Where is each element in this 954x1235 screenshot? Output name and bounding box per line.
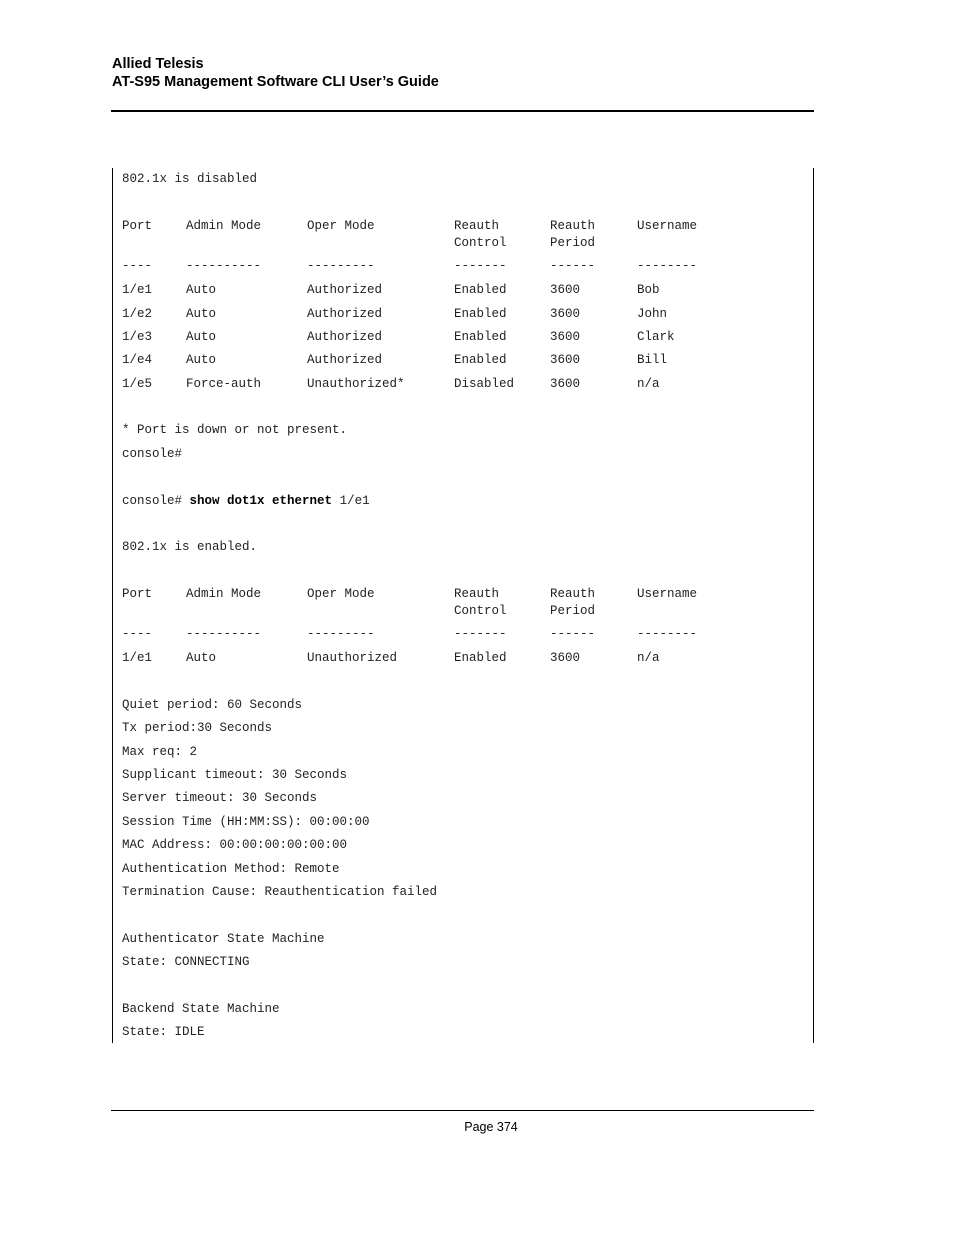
table2-header-period: Period (550, 604, 596, 618)
table1-header-period: Period (550, 236, 596, 250)
page-number: Page 374 (464, 1120, 518, 1134)
table-cell: John (637, 307, 668, 321)
table-cell: Enabled (454, 283, 507, 297)
backend-sm-title: Backend State Machine (122, 1002, 280, 1016)
detail-auth-method: Authentication Method: Remote (122, 862, 340, 876)
detail-mac-address: MAC Address: 00:00:00:00:00:00 (122, 838, 348, 852)
table2-header-reauth-period: Reauth (550, 587, 596, 601)
table-cell: 3600 (550, 307, 581, 321)
detail-server-timeout: Server timeout: 30 Seconds (122, 791, 318, 805)
table2-dashes: ---------- (186, 627, 262, 641)
table-cell: Authorized (307, 330, 383, 344)
backend-sm-state: State: IDLE (122, 1025, 205, 1039)
console-prompt: console# (122, 447, 183, 461)
table-cell: 3600 (550, 353, 581, 367)
command-prompt: console# (122, 494, 183, 508)
command-line (122, 493, 370, 510)
table2-header-username: Username (637, 587, 698, 601)
table-cell: Auto (186, 330, 217, 344)
table2-dashes: ---- (122, 627, 153, 641)
table-cell: Authorized (307, 307, 383, 321)
table2-dashes: --------- (307, 627, 375, 641)
detail-tx-period: Tx period:30 Seconds (122, 721, 273, 735)
footer-divider (111, 1110, 814, 1111)
detail-max-req: Max req: 2 (122, 745, 198, 759)
table-cell: 1/e1 (122, 651, 153, 665)
detail-termination-cause: Termination Cause: Reauthentication failed (122, 885, 438, 899)
table-cell: Authorized (307, 353, 383, 367)
table1-header-reauth-control: Reauth (454, 219, 500, 233)
company-name: Allied Telesis (112, 56, 204, 72)
table1-header-admin-mode: Admin Mode (186, 219, 262, 233)
table-cell: Auto (186, 283, 217, 297)
status-enabled-line: 802.1x is enabled. (122, 540, 258, 554)
table-cell: 1/e3 (122, 330, 153, 344)
table-cell: Disabled (454, 377, 515, 391)
footnote-line: * Port is down or not present. (122, 423, 348, 437)
table1-header-username: Username (637, 219, 698, 233)
table1-dashes: ---------- (186, 259, 262, 273)
table1-header-reauth-period: Reauth (550, 219, 596, 233)
table1-dashes: ------- (454, 259, 507, 273)
table2-header-admin-mode: Admin Mode (186, 587, 262, 601)
table-cell: Auto (186, 307, 217, 321)
detail-supplicant-timeout: Supplicant timeout: 30 Seconds (122, 768, 348, 782)
table-cell: Unauthorized (307, 651, 398, 665)
table-cell: Enabled (454, 330, 507, 344)
table1-dashes: ---- (122, 259, 153, 273)
table1-dashes: ------ (550, 259, 596, 273)
detail-quiet-period: Quiet period: 60 Seconds (122, 698, 303, 712)
detail-session-time: Session Time (HH:MM:SS): 00:00:00 (122, 815, 370, 829)
table1-header-port: Port (122, 219, 153, 233)
table2-header-oper-mode: Oper Mode (307, 587, 375, 601)
authenticator-sm-title: Authenticator State Machine (122, 932, 325, 946)
table2-header-reauth-control: Reauth (454, 587, 500, 601)
table-cell: 1/e4 (122, 353, 153, 367)
table-cell: 1/e1 (122, 283, 153, 297)
table-cell: Clark (637, 330, 675, 344)
authenticator-sm-state: State: CONNECTING (122, 955, 250, 969)
table2-dashes: ------- (454, 627, 507, 641)
table-cell: Bill (637, 353, 668, 367)
table1-dashes: --------- (307, 259, 375, 273)
table2-dashes: -------- (637, 627, 698, 641)
table-cell: Authorized (307, 283, 383, 297)
table-cell: n/a (637, 651, 660, 665)
table2-header-control: Control (454, 604, 507, 618)
table-cell: Auto (186, 353, 217, 367)
table-cell: Bob (637, 283, 660, 297)
table-cell: Unauthorized* (307, 377, 405, 391)
table-cell: 3600 (550, 283, 581, 297)
header-divider (111, 110, 814, 112)
table2-dashes: ------ (550, 627, 596, 641)
table-cell: 3600 (550, 651, 581, 665)
table1-header-oper-mode: Oper Mode (307, 219, 375, 233)
command-argument: 1/e1 (339, 494, 370, 508)
command-keyword: show dot1x ethernet (189, 494, 333, 508)
table-cell: 3600 (550, 377, 581, 391)
document-title: AT-S95 Management Software CLI User’s Guide (112, 74, 439, 90)
table2-header-port: Port (122, 587, 153, 601)
table-cell: Enabled (454, 353, 507, 367)
table-cell: Enabled (454, 651, 507, 665)
table-cell: 1/e2 (122, 307, 153, 321)
table1-header-control: Control (454, 236, 507, 250)
table-cell: 1/e5 (122, 377, 153, 391)
status-disabled-line: 802.1x is disabled (122, 172, 258, 186)
table-cell: n/a (637, 377, 660, 391)
table1-dashes: -------- (637, 259, 698, 273)
table-cell: Auto (186, 651, 217, 665)
table-cell: 3600 (550, 330, 581, 344)
table-cell: Enabled (454, 307, 507, 321)
table-cell: Force-auth (186, 377, 262, 391)
